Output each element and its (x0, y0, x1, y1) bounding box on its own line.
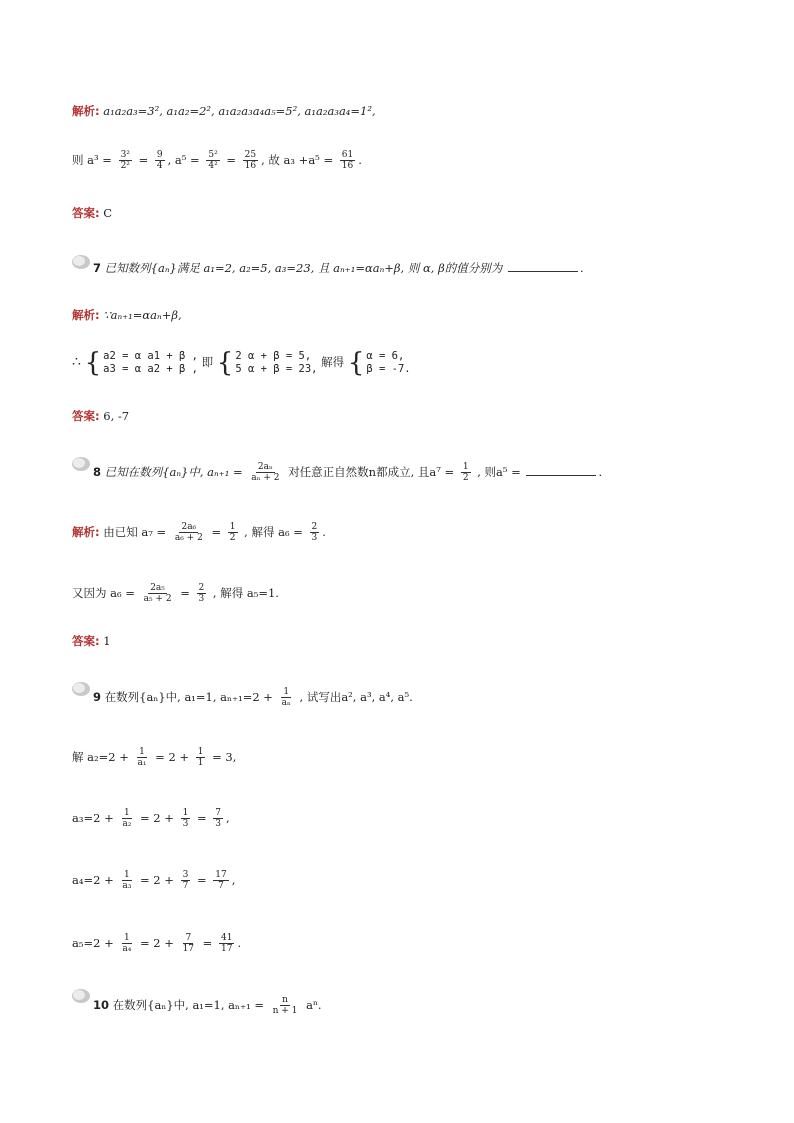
equation-system: 2 α + β = 5, 5 α + β = 23, (235, 350, 318, 376)
question-text: 已知数列{aₙ}满足 a₁=2, a₂=5, a₃=23, 且 aₙ₊₁=αaₙ+β, 则 α, β的值分别为 (104, 261, 503, 275)
question-text: 在数列{aₙ}中, a₁=1, aₙ₊₁=2 + (104, 689, 273, 704)
analysis-text: 则 a³ = (72, 152, 112, 167)
fraction: $\frac{7}{3}$ (215, 808, 221, 830)
analysis-text: 由已知 a₇ = (103, 524, 167, 539)
connector-text: 即 (201, 355, 214, 370)
solution-text: = 3, (212, 749, 237, 764)
analysis-line: 解析: a₁a₂a₃=3², a₁a₂=2², a₁a₂a₃a₄a₅=5², a₁a₂a₃a₄=1², (72, 104, 376, 118)
answer-blank (508, 261, 578, 272)
fraction: $\frac{1}{2}$ (462, 462, 469, 484)
question-7: 7 已知数列{aₙ}满足 a₁=2, a₂=5, a₃=23, 且 aₙ₊₁=αaₙ+β, 则 α, β的值分别为 . (93, 261, 584, 275)
equation-system-line: ∴ { a2 = α a1 + β , a3 = α a2 + β , 即 { 2 α + β = 5, 5 α + β = 23, 解得 { α = 6, β = -7. (72, 347, 411, 378)
fraction: $\frac{1}{3}$ (182, 808, 189, 830)
solution-line: a₅=2 + $\frac{1}{\text{a₄}}$ = 2 + $\frac{7}{17}$ = $\frac{41}{17}$ . (72, 933, 242, 955)
question-number: 7 (93, 261, 102, 275)
answer-label: 答案 (72, 409, 95, 423)
analysis-line-2: 则 a³ = $\frac{\text{3²}}{\text{2²}}$ = $\frac{9}{4}$ , a⁵ = $\frac{\text{5²}}{\text{4²}}$ = $\frac{25}{16}$ , 故 a₃ +a⁵ = $\frac{61}{16}$ . (72, 150, 362, 172)
question-number: 8 (93, 464, 102, 479)
fraction: $\frac{41}{17}$ (220, 933, 233, 955)
answer-value: 6, -7 (103, 409, 130, 423)
question-text: , 试写出a², a³, a⁴, a⁵. (299, 689, 413, 704)
fraction: $\frac{1}{\text{a₁}}$ (137, 747, 147, 769)
fraction: $\frac{\text{3²}}{\text{2²}}$ (120, 150, 130, 172)
solution-line: a₄=2 + $\frac{1}{\text{a₃}}$ = 2 + $\frac{3}{7}$ = $\frac{17}{7}$ , (72, 870, 236, 892)
solution-line: 解 a₂=2 + $\frac{1}{\text{a₁}}$ = 2 + $\frac{1}{1}$ = 3, (72, 747, 237, 769)
answer-label: 答案 (72, 634, 95, 648)
question-marker-icon (72, 989, 92, 1003)
connector-text: 解得 (321, 355, 345, 370)
question-text: aⁿ. (306, 997, 322, 1012)
solution-text: a₂=2 + (87, 749, 129, 764)
analysis-text: 又因为 a₆ = (72, 585, 135, 600)
question-text: , 则a⁵ = (477, 464, 521, 479)
solution-line: a₃=2 + $\frac{1}{\text{a₂}}$ = 2 + $\frac{1}{3}$ = $\frac{7}{3}$ , (72, 808, 230, 830)
fraction: $\frac{2}{3}$ (311, 522, 318, 544)
question-number: 10 (93, 997, 110, 1012)
answer-label: 答案 (72, 206, 95, 220)
equation-system: a2 = α a1 + β , a3 = α a2 + β , (103, 350, 198, 376)
fraction: $\frac{61}{16}$ (341, 150, 354, 172)
question-10 (93, 995, 322, 1017)
analysis-label: 解析 (72, 104, 95, 118)
answer-value: C (103, 206, 113, 220)
analysis-text: ∵aₙ₊₁=αaₙ+β, (103, 308, 182, 322)
fraction: $\frac{\text{2a₅}}{\text{a₅ + 2}}$ (143, 583, 172, 605)
fraction: $\frac{2}{3}$ (198, 583, 205, 605)
answer-line: 答案: 6, -7 (72, 409, 130, 423)
analysis-text: a₁a₂a₃=3², a₁a₂=2², a₁a₂a₃a₄a₅=5², a₁a₂a₃a₄=1², (103, 104, 376, 118)
solution-text: a₃=2 + (72, 810, 114, 825)
answer-line: 答案: 1 (72, 634, 111, 648)
fraction: $\frac{\text{2a₆}}{\text{a₆ + 2}}$ (174, 522, 203, 544)
analysis-text: , 解得 a₆ = (244, 524, 303, 539)
question-marker-icon (72, 457, 92, 471)
question-marker-icon (72, 255, 92, 269)
fraction: $\frac{1}{\text{a₃}}$ (122, 870, 132, 892)
question-text: 在数列{aₙ}中, a₁=1, aₙ₊₁ = (112, 997, 264, 1012)
fraction: $\frac{3}{7}$ (182, 870, 189, 892)
solution-text: a₄=2 + (72, 872, 114, 887)
answer-value: 1 (103, 634, 111, 648)
analysis-text: , 解得 a₅=1. (212, 585, 279, 600)
question-text: 对任意正自然数n都成立, 且a⁷ = (288, 464, 455, 479)
analysis-line: 解析: 由已知 a₇ = $\frac{\text{2a₆}}{\text{a₆ + 2}}$ = $\frac{1}{2}$ , 解得 a₆ = $\frac{2}{3}$ . (72, 522, 326, 544)
analysis-label: 解析 (72, 524, 95, 539)
solve-label: 解 (72, 749, 84, 764)
fraction: $\frac{1}{\text{a₄}}$ (122, 933, 132, 955)
question-text: 已知在数列{aₙ}中, aₙ₊₁ = (104, 464, 243, 479)
analysis-label: 解析 (72, 308, 95, 322)
question-number: 9 (93, 689, 102, 704)
fraction: $\frac{n}{n + 1}$ (272, 995, 298, 1017)
analysis-line-2: 又因为 a₆ = $\frac{\text{2a₅}}{\text{a₅ + 2}}$ = $\frac{2}{3}$ , 解得 a₅=1. (72, 583, 279, 605)
fraction: $\frac{1}{1}$ (197, 747, 204, 769)
fraction: $\frac{7}{17}$ (182, 933, 195, 955)
question-8: 8 已知在数列{aₙ}中, aₙ₊₁ = $\frac{\text{2aₙ}}{\text{aₙ + 2}}$ 对任意正自然数n都成立, 且a⁷ = $\frac{1}{2}$ , 则a⁵ = . (93, 462, 603, 484)
fraction: $\frac{17}{7}$ (215, 870, 227, 892)
analysis-line: 解析: ∵aₙ₊₁=αaₙ+β, (72, 308, 182, 322)
answer-line: 答案: C (72, 206, 113, 220)
fraction: $\frac{\text{2aₙ}}{\text{aₙ + 2}}$ (251, 462, 280, 484)
fraction: $\frac{1}{\text{a₂}}$ (122, 808, 132, 830)
question-marker-icon (72, 682, 92, 696)
fraction: $\frac{25}{16}$ (244, 150, 257, 172)
answer-blank (526, 465, 596, 476)
fraction: $\frac{\text{5²}}{\text{4²}}$ (208, 150, 218, 172)
fraction: $\frac{1}{2}$ (229, 522, 236, 544)
question-9 (93, 687, 413, 709)
equation-system: α = 6, β = -7. (366, 350, 411, 376)
solution-text: a₅=2 + (72, 935, 114, 950)
fraction: $\frac{9}{4}$ (156, 150, 163, 172)
fraction: $\frac{1}{\text{aₙ}}$ (281, 687, 291, 709)
